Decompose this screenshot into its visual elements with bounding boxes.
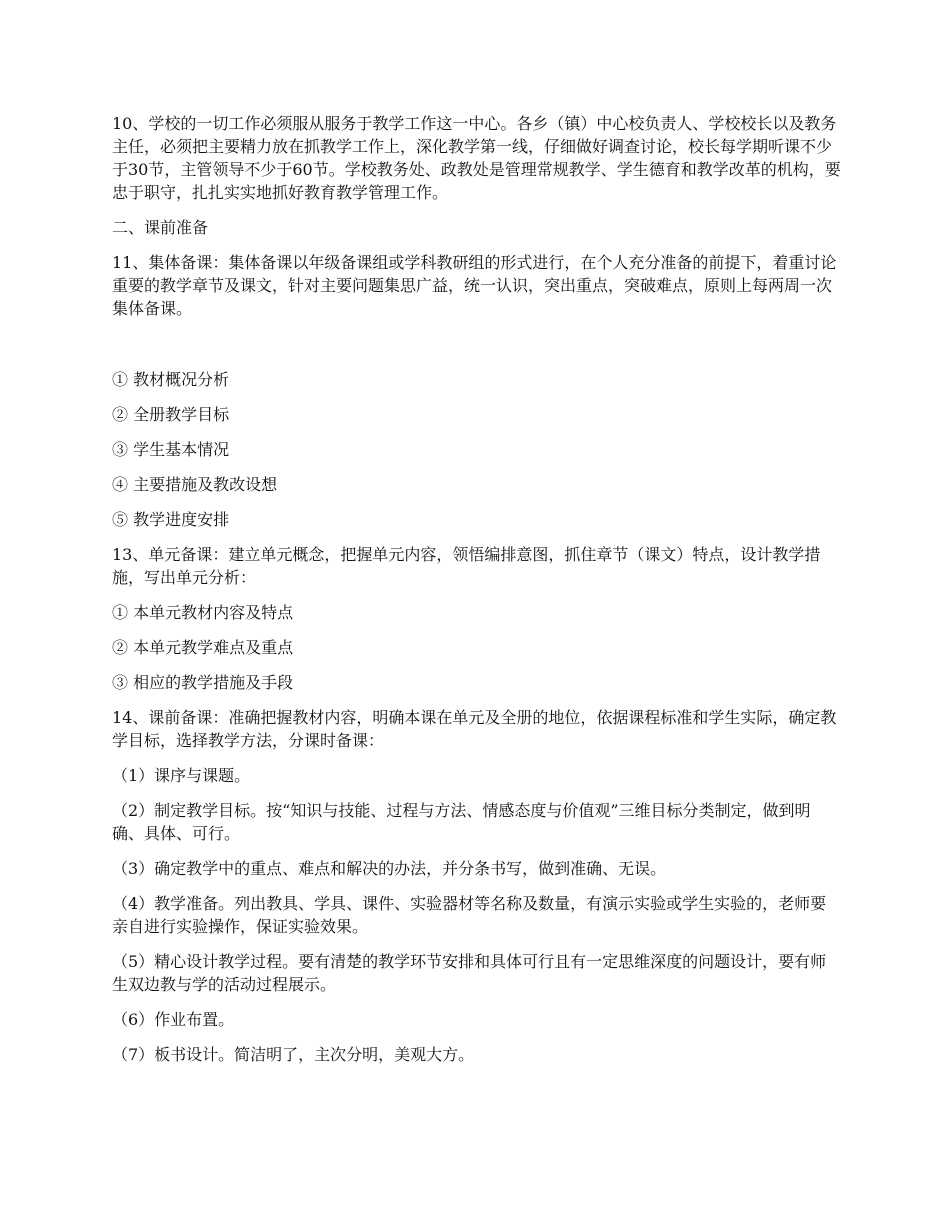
list-item-homework: （6）作业布置。 [112, 1010, 235, 1029]
list-item-board-design: （7）板书设计。简洁明了，主次分明，美观大方。 [112, 1045, 475, 1064]
list-item-teaching-materials: （4）教学准备。列出教具、学具、课件、实验器材等名称及数量，有演示实验或学生实验的，老师要亲自进行实验操作，保证实验效果。 [112, 894, 827, 936]
list-item-student-situation: ③ 学生基本情况 [112, 440, 230, 459]
paragraph-11-collective-preparation: 11、集体备课：集体备课以年级备课组或学科教研组的形式进行，在个人充分准备的前提下，着重讨论重要的教学章节及课文，针对主要问题集思广益，统一认识，突出重点，突破难点，原则上每两周一次集体备课。 [112, 253, 837, 318]
paragraph-13-unit-preparation: 13、单元备课：建立单元概念，把握单元内容，领悟编排意图，抓住章节（课文）特点，设计教学措施，写出单元分析： [112, 545, 821, 587]
list-item-main-measures: ④ 主要措施及教改设想 [112, 475, 278, 494]
list-item-teaching-goals: ② 全册教学目标 [112, 405, 230, 424]
section-heading-preparation: 二、课前准备 [112, 218, 209, 237]
document-page [112, 112, 842, 1078]
list-item-lesson-topic: （1）课序与课题。 [112, 766, 251, 785]
list-item-key-difficulties: （3）确定教学中的重点、难点和解决的办法，并分条书写，做到准确、无误。 [112, 859, 667, 878]
list-item-textbook-analysis: ① 教材概况分析 [112, 370, 230, 389]
paragraph-10-school-work: 10、学校的一切工作必须服从服务于教学工作这一中心。各乡（镇）中心校负责人、学校校长以及教务主任，必须把主要精力放在抓教学工作上，深化教学第一线，仔细做好调查讨论，校长每学期听课不少于30节，主管领导不少于60节。学校教务处、政教处是管理常规教学、学生德育和教学改革的机构，要忠于职守，扎扎实实地抓好教育教学管理工作。 [112, 114, 841, 202]
list-item-progress-schedule: ⑤ 教学进度安排 [112, 510, 230, 529]
paragraph-14-lesson-preparation: 14、课前备课：准确把握教材内容，明确本课在单元及全册的地位，依据课程标准和学生实际，确定教学目标，选择教学方法，分课时备课： [112, 708, 837, 750]
list-item-unit-key-points: ② 本单元教学难点及重点 [112, 638, 294, 657]
list-item-lesson-goals: （2）制定教学目标。按“知识与技能、过程与方法、情感态度与价值观”三维目标分类制定，做到明确、具体、可行。 [112, 801, 811, 843]
list-item-unit-measures: ③ 相应的教学措施及手段 [112, 673, 294, 692]
list-item-process-design: （5）精心设计教学过程。要有清楚的教学环节安排和具体可行且有一定思维深度的问题设计，要有师生双边教与学的活动过程展示。 [112, 952, 827, 994]
list-item-unit-content: ① 本单元教材内容及特点 [112, 603, 294, 622]
blank-space [112, 332, 842, 368]
